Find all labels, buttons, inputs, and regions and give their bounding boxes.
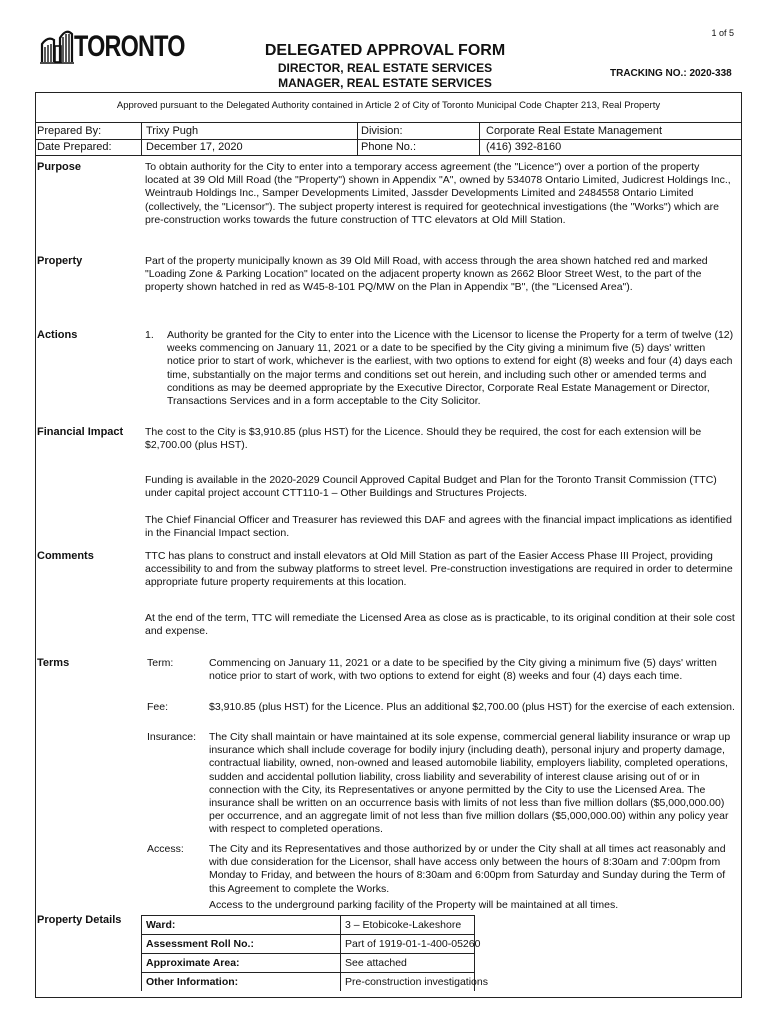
tracking-number: TRACKING NO.: 2020-338 — [610, 68, 732, 79]
access-text-2: Access to the underground parking facility of the Property will be maintained at all times. — [209, 899, 619, 911]
term-text: Commencing on January 11, 2021 or a date to be specified by the City giving a minimum five (5) days' written notice prior to start of work, with two options to extend for eight (8) weeks and four (4) days each time. — [209, 657, 717, 683]
divider — [35, 155, 742, 156]
divider — [141, 122, 142, 155]
phone-value: (416) 392-8160 — [486, 141, 562, 153]
comments-label: Comments — [37, 550, 94, 562]
divider — [357, 122, 358, 155]
prepared-by-value: Trixy Pugh — [146, 125, 199, 137]
division-value: Corporate Real Estate Management — [486, 125, 663, 137]
divider — [479, 122, 480, 155]
comments-text-1: TTC has plans to construct and install elevators at Old Mill Station as part of the Easier Access Phase III Project, providing accessibility to and from the subway platforms to street level. Pre-construction investigations are required in order to determine appropriate future property requirements at this location. — [145, 550, 733, 589]
ward-label: Ward: — [146, 919, 176, 931]
other-information-label: Other Information: — [146, 976, 239, 988]
purpose-text: To obtain authority for the City to enter into a temporary access agreement (the "Licence") over a portion of the property located at 39 Old Mill Road (the "Property") shown in Appendix "A", owned by 534078 Ontario Limited, Judicrest Holdings Inc., Weintraub Holdings Inc., Samper Developments Limited, Jassder Developments Limited and 2484558 Ontario Limited (collectively, the "Licensor"). The subject property interest is required for geotechnical investigations (the "Works") which are pre-construction works towards the future construction of TTC elevators at Old Mill Station. — [145, 161, 731, 226]
fee-text: $3,910.85 (plus HST) for the Licence. Plus an additional $2,700.00 (plus HST) for the exercise of each extension. — [209, 701, 735, 713]
property-label: Property — [37, 255, 83, 267]
actions-text: Authority be granted for the City to enter into the Licence with the Licensor to license the Property for a term of twelve (12) weeks commencing on January 11, 2021 or a date to be specified by the City giving a minimum five (5) days' written notice prior to start of work, whichever is the earliest, with two options to extend for eight (8) weeks and four (4) days each time, substantially on the major terms and conditions set out herein, and including such other or amended terms and conditions as may be deemed appropriate by the Executive Director, Corporate Real Estate Management or Director, Transactions Services and in a form acceptable to the City Solicitor. — [167, 329, 734, 408]
date-label: Date Prepared: — [37, 141, 112, 153]
access-text: The City and its Representatives and those authorized by or under the City shall at all times act reasonably and with due consideration for the Licensor, shall have access only between the hours of 8:30am and 7:00pm from Monday to Friday, and between the hours of 8:30am and 6:00pm from Saturday and Sunday during the Term of this Agreement to complete the Works. — [209, 843, 726, 895]
financial-impact-label: Financial Impact — [37, 426, 124, 438]
property-details-label: Property Details — [37, 914, 122, 926]
other-information-value: Pre-construction investigations — [345, 976, 488, 988]
city-hall-icon — [40, 28, 74, 64]
form-subtitle — [200, 61, 570, 91]
financial-impact-text-3: The Chief Financial Officer and Treasurer has reviewed this DAF and agrees with the financial impact implications as identified in the Financial Impact section. — [145, 514, 732, 540]
subtitle-line-2: MANAGER, REAL ESTATE SERVICES — [278, 76, 492, 90]
toronto-logo — [40, 28, 185, 68]
actions-number: 1. — [145, 329, 154, 341]
fee-label: Fee: — [147, 701, 169, 713]
approximate-area-label: Approximate Area: — [146, 957, 240, 969]
assessment-roll-value: Part of 1919-01-1-400-05260 — [345, 938, 481, 950]
subtitle-line-1: DIRECTOR, REAL ESTATE SERVICES — [277, 61, 493, 75]
access-label: Access: — [147, 843, 184, 855]
logo-wordmark: TORONTO — [74, 30, 185, 63]
purpose-label: Purpose — [37, 161, 82, 173]
financial-impact-text-1: The cost to the City is $3,910.85 (plus HST) for the Licence. Should they be required, the cost for each extension will be $2,700.00 (plus HST). — [145, 426, 702, 452]
division-label: Division: — [361, 125, 403, 137]
comments-text-2: At the end of the term, TTC will remediate the Licensed Area as close as is practicable, to its original condition at their sole cost and expense. — [145, 612, 735, 638]
form-title: DELEGATED APPROVAL FORM — [264, 42, 506, 59]
ward-value: 3 – Etobicoke-Lakeshore — [345, 919, 462, 931]
financial-impact-text-2: Funding is available in the 2020-2029 Council Approved Capital Budget and Plan for the Toronto Transit Commission (TTC) under capital project account CTT110-1 – Other Buildings and Structures Projects. — [145, 474, 717, 500]
property-text: Part of the property municipally known as 39 Old Mill Road, with access through the area shown hatched red and marked "Loading Zone & Parking Location" located on the adjacent property known as 2662 Bloor Street West, to the part of the property shown hatched in red as W45-8-101 PQ/MW on the Plan in Appendix "B", (the "Licensed Area"). — [145, 255, 708, 294]
terms-label: Terms — [37, 657, 70, 669]
phone-label: Phone No.: — [361, 141, 417, 153]
insurance-label: Insurance: — [147, 731, 197, 743]
assessment-roll-label: Assessment Roll No.: — [146, 938, 254, 950]
prepared-by-label: Prepared By: — [37, 125, 102, 137]
date-value: December 17, 2020 — [146, 141, 243, 153]
divider — [141, 915, 142, 991]
actions-label: Actions — [37, 329, 78, 341]
insurance-text: The City shall maintain or have maintained at its sole expense, commercial general liability insurance or wrap up insurance which shall include coverage for bodily injury (including death), personal injury and property damage, contractual liability, owned, non-owned and leased automobile liability, employers liability, completed operations, sudden and accidental pollution liability, cross liability and severability of interest clause arising out of or in connection with the City, its Representatives or anyone permitted by the City to use the Licensed Area. The insurance shall be written on an occurrence basis with limits of not less than five million dollars ($5,000,000.00) per occurrence, and an aggregate limit of not less than five million dollars ($5,000,000.00) within any policy year with respect to completed operations. — [209, 731, 731, 836]
term-label: Term: — [147, 657, 174, 669]
divider — [340, 915, 341, 991]
page-number: 1 of 5 — [711, 28, 734, 38]
approximate-area-value: See attached — [345, 957, 407, 969]
approval-authority-note: Approved pursuant to the Delegated Authority contained in Article 2 of City of Toronto Municipal Code Chapter 213, Real Property — [116, 100, 661, 111]
